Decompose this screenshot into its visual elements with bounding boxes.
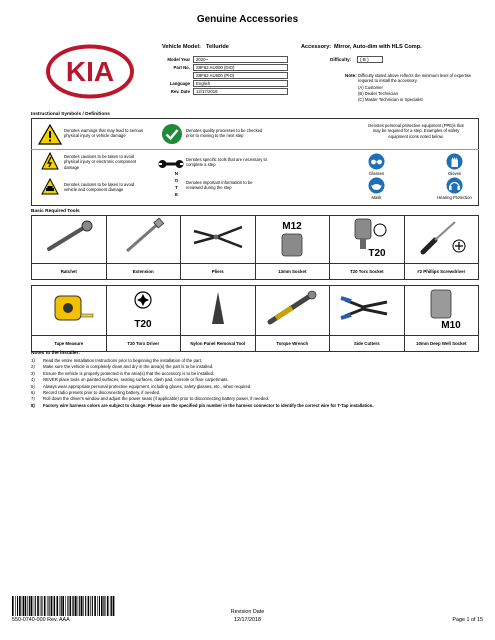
side-cutters-image [330,286,405,336]
t20-driver-tag: T20 [134,319,152,330]
tape-measure-image [32,286,107,336]
note-letters: N O T E [174,171,179,197]
vehicle-model-value: Telluride [206,44,229,50]
torx-socket-icon [337,216,397,258]
electric-hazard-icon [41,152,59,170]
note-label: Note: [345,73,357,78]
rev-date-label: Rev. Date [170,89,190,94]
note-item: 7) Roll down the driver's window and adjust the power seats (if applicable) prior to disconnecting battery power, if needed. [31,396,270,402]
phillips-screwdriver-image [404,216,479,264]
torque-wrench-icon [262,288,322,328]
ppe-definition: Denotes personal protective equipment (PPE)s that may be required for a step. Examples of safety equipment icons noted below. [368,123,464,139]
note-item: 1) Read the entire Installation Instructions prior to beginning the installation of the part. [31,358,203,363]
accessory-label: Accessory: [301,44,332,50]
tool-label-ratchet: Ratchet [32,264,107,280]
tool-label-extension: Extension [106,264,181,280]
pliers-image [181,216,256,264]
difficulty-label: Difficulty: [330,57,352,62]
kia-logo-icon [46,44,134,99]
t20-torx-socket-image [330,216,405,264]
tool-label-tape-measure: Tape Measure [32,336,107,352]
rev-date-field: 12/17/2018 [193,88,288,95]
language-label: Language [169,81,190,86]
doc-number: 550-0740-000 Rev. AAA [12,617,70,623]
quality-check-icon [161,123,183,145]
tool-label-t20-torx-driver: T20 Torx Driver [106,336,181,352]
deep-socket-icon [411,286,471,330]
tool-label-side-cutters: Side Cutters [330,336,405,352]
kia-logo [46,44,134,99]
ppe-gloves-label: Gloves [447,171,462,176]
nylon-panel-tool-image [181,286,256,336]
tool-label-10mm-deep-socket: 10mm Deep Well Socket [404,336,479,352]
revision-label: Revision Date [230,609,265,615]
screwdriver-icon [411,216,471,258]
symbols-divider [31,149,479,150]
glasses-icon [368,153,385,170]
vehicle-definition: Denotes cautions to be taken to avoid vehicle and component damage [64,182,135,193]
warning-definition: Denotes warnings that may lead to serious physical injury or vehicle damage [64,128,144,139]
ppe-hearing-label: Hearing Protection [437,195,472,200]
ppe-mask-label: Mask [371,195,382,200]
quality-definition: Denotes quality processes to be checked prior to moving to the next step [186,128,263,139]
panel-tool-icon [188,288,248,328]
part-no-label: Part No. [173,65,190,70]
part-no-field-1: S9F62 AU000 (DIO) [193,64,288,71]
note-item: 3) Ensure the vehicle is properly protected in the area(s) that the accessory is to be installed. [31,370,215,376]
symbols-section-title: Instructional Symbols / Definitions [31,112,110,117]
model-year-field: 2020~ [193,56,288,63]
socket-13mm-icon [262,216,322,258]
note-option-a: (A) Customer [358,85,383,90]
note-item: 5) Always wear appropriate personal protective equipment, including gloves, safety glasses, etc., when required. [31,383,252,389]
ppe-glasses-label: Glasses [368,171,385,176]
13mm-socket-image [255,216,330,264]
note-item: 4) NEVER place tools on painted surfaces, seating surfaces, dash pad, console or floor carpet/mats. [31,377,229,383]
t20-torx-driver-image [106,286,181,336]
10mm-deep-socket-image [404,286,479,336]
torque-wrench-image [255,286,330,336]
pliers-icon [188,217,248,257]
m12-tag: M12 [282,221,302,232]
note-option-b: (B) Dealer Technician [358,91,398,96]
tool-label-nylon-panel-tool: Nylon Panel Removal Tool [181,336,256,352]
tools-definition: Denotes specific tools that are necessary to complete a step [186,157,267,168]
extension-image [106,216,181,264]
m10-tag: M10 [441,320,461,330]
note-item: 2) Make sure the vehicle is completely clean and dry in the area(s) the part is to be installed. [31,364,214,370]
extension-icon [113,217,173,257]
model-year-label: Model Year [167,57,190,62]
language-field: English [193,80,288,87]
warning-icon [38,124,62,145]
note-option-c: (C) Master Technician or Specialist [358,97,423,102]
tool-label-torque-wrench: Torque Wrench [255,336,330,352]
note-definition: Denotes important information to be reviewed during the step [186,180,253,191]
wrench-icon [158,159,184,169]
accessory-value: Mirror, Auto-dim with HLS Comp. [334,44,422,50]
mask-icon [368,177,385,194]
note-text: Difficulty stated above reflects the minimum level of expertise required to install the accessory. [358,73,472,84]
note-item: 8) Factory wire harness colors are subject to change. Please use the specified pin number in the harness connector to identify the correct wire for T-Tap installation. [31,402,374,408]
revision-date: 12/17/2018 [234,617,261,623]
tools-table-row2 [31,285,479,352]
electric-definition: Denotes cautions to be taken to avoid physical injury or electronic component damage [64,154,137,170]
page-title: Genuine Accessories [196,14,299,25]
tools-table-row1 [31,215,479,280]
tool-label-13mm-socket: 13mm Socket [255,264,330,280]
svg-text:KIA: KIA [65,56,115,87]
t20-tag: T20 [368,248,386,258]
gloves-icon [446,153,463,170]
tool-label-pliers: Pliers [181,264,256,280]
side-cutters-icon [337,288,397,328]
part-no-field-2: S9F62 AU600 (PIO) [193,72,288,79]
tool-label-phillips-screwdriver: #2 Phillips Screwdriver [404,264,479,280]
vehicle-caution-icon [41,178,59,195]
torx-driver-icon [113,286,173,330]
hearing-protection-icon [446,177,463,194]
note-item: 6) Record radio presets prior to disconnecting battery, if needed. [31,390,161,396]
tools-section-title: Basic Required Tools [31,209,80,214]
notes-title: Notes to the installer: [31,351,81,356]
ratchet-icon [39,217,99,257]
notes-list [31,358,483,409]
tape-measure-icon [39,288,99,328]
vehicle-model-label: Vehicle Model: [162,44,201,50]
ratchet-image [32,216,107,264]
page-number: Page 1 of 15 [452,617,483,623]
tool-label-t20-torx-socket: T20 Torx Socket [330,264,405,280]
difficulty-value: ( B ) [357,56,383,63]
